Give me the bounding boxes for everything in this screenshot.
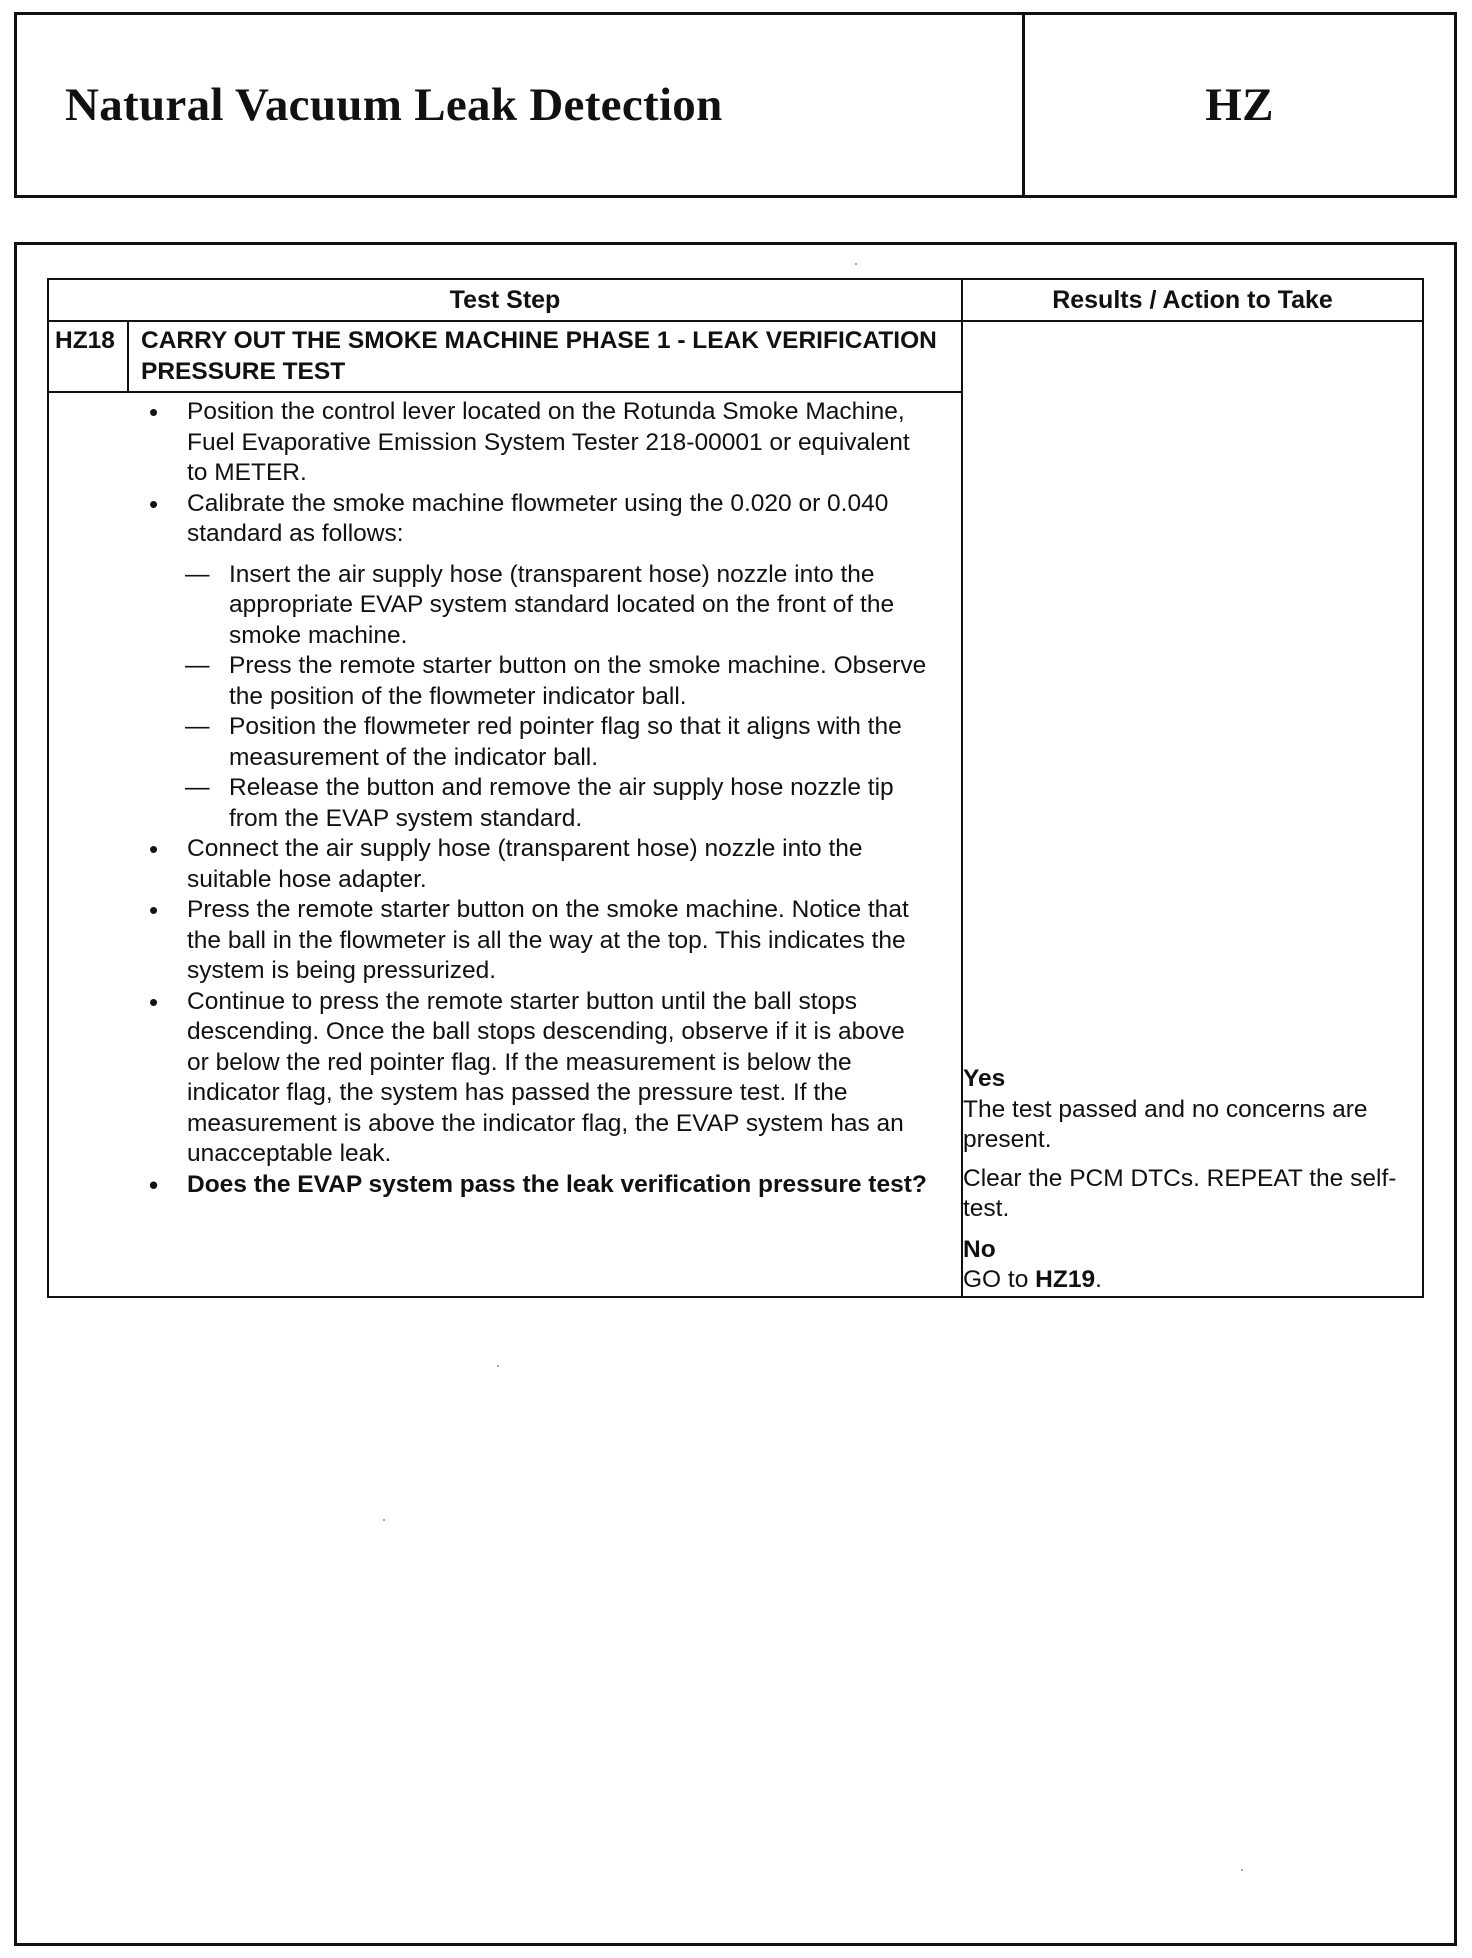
list-item: • Position the control lever located on the Rotunda Smoke Machine, Fuel Evaporative Emission System Tester 218-00001 or equivalent to METER.: [143, 397, 931, 489]
scan-speck: [383, 1519, 385, 1521]
sub-step-text: Release the button and remove the air supply hose nozzle tip from the EVAP system standard.: [229, 774, 894, 832]
sub-step: [143, 651, 931, 712]
sub-step-text: Press the remote starter button on the smoke machine. Observe the position of the flowmeter indicator ball.: [229, 652, 927, 710]
page-title: Natural Vacuum Leak Detection: [65, 79, 723, 131]
sub-step-text: Insert the air supply hose (transparent hose) nozzle into the appropriate EVAP system standard located on the front of the smoke machine.: [229, 560, 895, 649]
result-no-target: HZ19: [1035, 1266, 1096, 1293]
column-header-results: Results / Action to Take: [962, 279, 1423, 321]
result-yes-text: The test passed and no concerns are present.: [963, 1095, 1368, 1153]
section-code: HZ: [1205, 79, 1274, 131]
test-step-table: [47, 278, 1424, 1298]
result-no-label: No: [963, 1235, 996, 1263]
result-no-action: [963, 1265, 1422, 1296]
sub-step-text: Position the flowmeter red pointer flag so that it aligns with the measurement of the indicator ball.: [229, 713, 902, 771]
dash-marker: —: [185, 560, 210, 588]
result-no-suffix: .: [1095, 1266, 1102, 1293]
step-id: HZ18: [49, 322, 129, 391]
test-step-cell: [48, 321, 962, 1297]
question-item: • Does the EVAP system pass the leak verification pressure test?: [143, 1170, 931, 1201]
sub-step: [143, 712, 931, 773]
step-header: [49, 322, 961, 391]
scan-speck: [497, 1365, 499, 1367]
list-item: • Connect the air supply hose (transparent hose) nozzle into the suitable hose adapter.: [143, 834, 931, 895]
dash-marker: —: [185, 713, 210, 740]
results-cell: [962, 321, 1423, 1297]
result-no-prefix: GO to: [963, 1266, 1036, 1293]
step-title: CARRY OUT THE SMOKE MACHINE PHASE 1 - LEAK VERIFICATION PRESSURE TEST: [141, 327, 937, 385]
list-item: • Continue to press the remote starter button until the ball stops descending. Once the ball stops descending, observe if it is above or below the red pointer flag. If the measurement is below the indicator flag, the system has passed the pressure test. If the measurement is above the indicator flag, the EVAP system has an unacceptable leak.: [143, 987, 931, 1170]
dash-marker: —: [185, 652, 210, 679]
content-frame: [14, 242, 1457, 1946]
column-header-test-step: Test Step: [48, 279, 962, 321]
sub-step: [143, 560, 931, 652]
scan-speck: [855, 263, 857, 265]
scan-speck: [1241, 1869, 1243, 1871]
dash-marker: —: [185, 774, 210, 801]
title-cell: [17, 15, 1025, 195]
result-yes-label: Yes: [963, 1065, 1006, 1092]
section-code-cell: [1025, 15, 1454, 195]
step-instructions: [49, 391, 961, 1200]
sub-step: [143, 773, 931, 834]
list-item: • Press the remote starter button on the smoke machine. Notice that the ball in the flowmeter is all the way at the top. This indicates the system is being pressurized.: [143, 895, 931, 987]
page-header: [14, 12, 1457, 198]
list-item: • Calibrate the smoke machine flowmeter using the 0.020 or 0.040 standard as follows:: [143, 489, 931, 550]
result-yes-action: Clear the PCM DTCs. REPEAT the self-test.: [963, 1164, 1397, 1222]
